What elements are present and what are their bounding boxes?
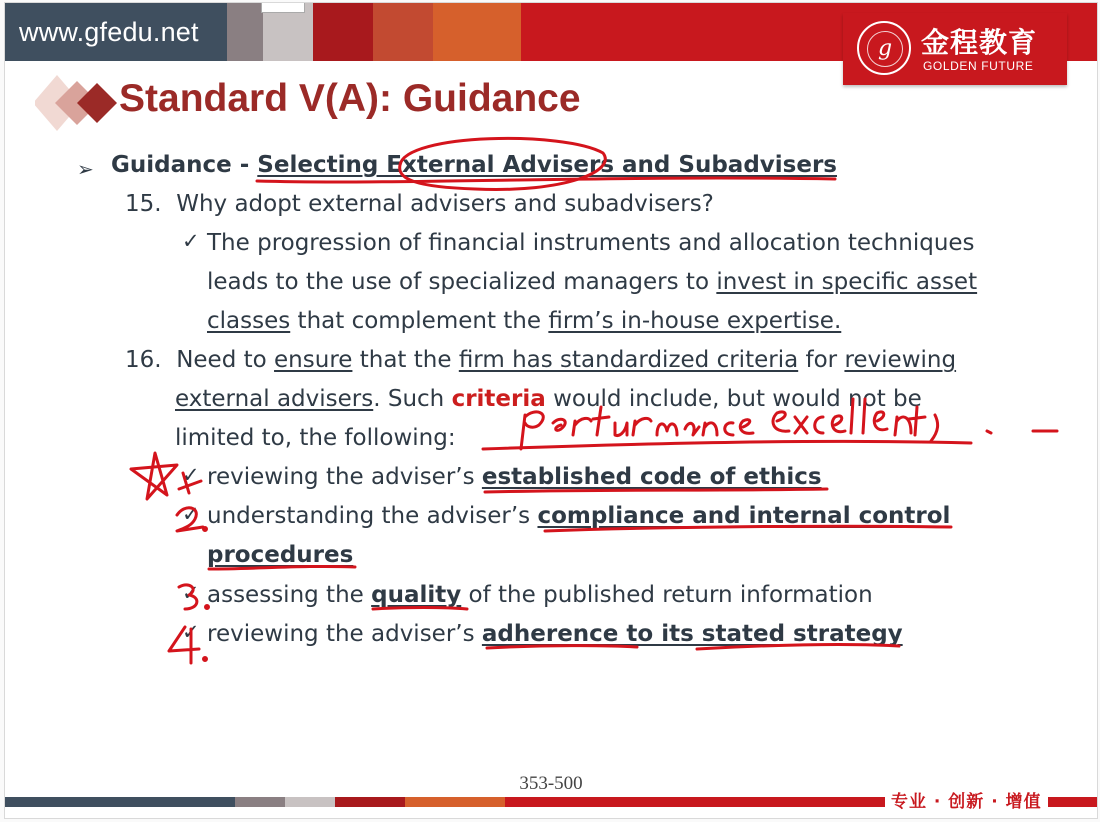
header-segment	[373, 3, 433, 61]
item-text: would include, but would not be	[545, 386, 922, 412]
checkmark-icon: ✓	[182, 502, 200, 526]
checkmark-icon: ✓	[182, 581, 200, 605]
slide-title: Standard V(A): Guidance	[119, 77, 581, 120]
guidance-heading	[111, 151, 837, 179]
window-tab	[261, 3, 305, 13]
item-16-line: limited to, the following:	[175, 425, 456, 451]
logo-seal-letter: g	[867, 31, 903, 67]
footer-segment	[285, 797, 335, 807]
title-diamonds-icon	[35, 75, 125, 131]
footer-segment	[235, 797, 285, 807]
checkmark-icon: ✓	[182, 620, 200, 644]
criteria-text: of the published return information	[461, 582, 873, 608]
criteria-emphasis: compliance and internal control	[537, 503, 951, 529]
criteria-text: assessing the	[207, 582, 372, 608]
item-number: 15.	[125, 191, 162, 217]
ink-underline	[483, 441, 971, 449]
criteria-text: understanding the adviser’s	[207, 503, 538, 529]
criteria-emphasis: quality	[371, 582, 462, 608]
item-number: 16.	[125, 347, 162, 373]
answer-line: The progression of financial instruments and allocation techniques	[207, 230, 975, 256]
bullet-arrow-icon: ➢	[77, 157, 94, 181]
item-underlined: firm has standardized criteria	[458, 347, 799, 373]
criteria-emphasis: established code of ethics	[481, 464, 822, 490]
answer-text: that complement the	[290, 308, 549, 334]
item-underlined: reviewing	[844, 347, 957, 373]
answer-underlined: classes	[207, 308, 291, 334]
item-16	[125, 346, 956, 374]
ink-word-performance	[521, 407, 753, 449]
item-text: that the	[352, 347, 459, 373]
answer-line	[207, 307, 841, 335]
ink-dot	[987, 431, 991, 433]
page-number: 353-500	[519, 773, 583, 794]
criteria-emphasis: adherence to its stated strategy	[481, 621, 903, 647]
ink-star-icon	[131, 453, 177, 499]
item-15	[125, 190, 714, 218]
item-text: . Such	[373, 386, 452, 412]
answer-line	[207, 268, 977, 296]
item-text: for	[798, 347, 845, 373]
checkmark-icon: ✓	[182, 229, 200, 253]
criteria-emphasis: procedures	[207, 542, 354, 568]
answer-text: leads to the use of specialized managers to	[207, 269, 717, 295]
brand-name-chinese: 金程教育	[921, 26, 1038, 59]
criteria-keyword: criteria	[451, 386, 546, 412]
criteria-text: reviewing the adviser’s	[207, 464, 482, 490]
criteria-item	[207, 581, 873, 609]
footer-slogan: 专业 · 创新 · 增值	[885, 787, 1048, 812]
header-segment	[313, 3, 373, 61]
checkmark-icon: ✓	[182, 463, 200, 487]
criteria-item	[207, 463, 822, 491]
brand-logo	[843, 13, 1067, 85]
header-segment	[227, 3, 263, 61]
criteria-item	[207, 620, 903, 648]
header-segment	[433, 3, 521, 61]
site-url: www.gfedu.net	[19, 17, 199, 47]
criteria-item-continued	[207, 541, 353, 569]
heading-prefix: Guidance -	[111, 152, 258, 178]
logo-seal-icon	[857, 21, 911, 75]
item-text: Need to	[176, 347, 275, 373]
item-16-line	[175, 385, 922, 413]
footer-segment	[335, 797, 405, 807]
heading-topic: Selecting External Advisers and Subadvisers	[257, 152, 837, 178]
answer-underlined: invest in specific asset	[716, 269, 978, 295]
footer-segment	[405, 797, 505, 807]
answer-underlined: firm’s in-house expertise.	[548, 308, 842, 334]
footer-segment	[5, 797, 235, 807]
slide-frame	[4, 2, 1098, 819]
criteria-item	[207, 502, 950, 530]
criteria-text: reviewing the adviser’s	[207, 621, 482, 647]
brand-name-english: GOLDEN FUTURE	[923, 59, 1034, 73]
item-question: Why adopt external advisers and subadvisers?	[176, 191, 714, 217]
item-underlined: external advisers	[175, 386, 374, 412]
item-underlined: ensure	[274, 347, 353, 373]
